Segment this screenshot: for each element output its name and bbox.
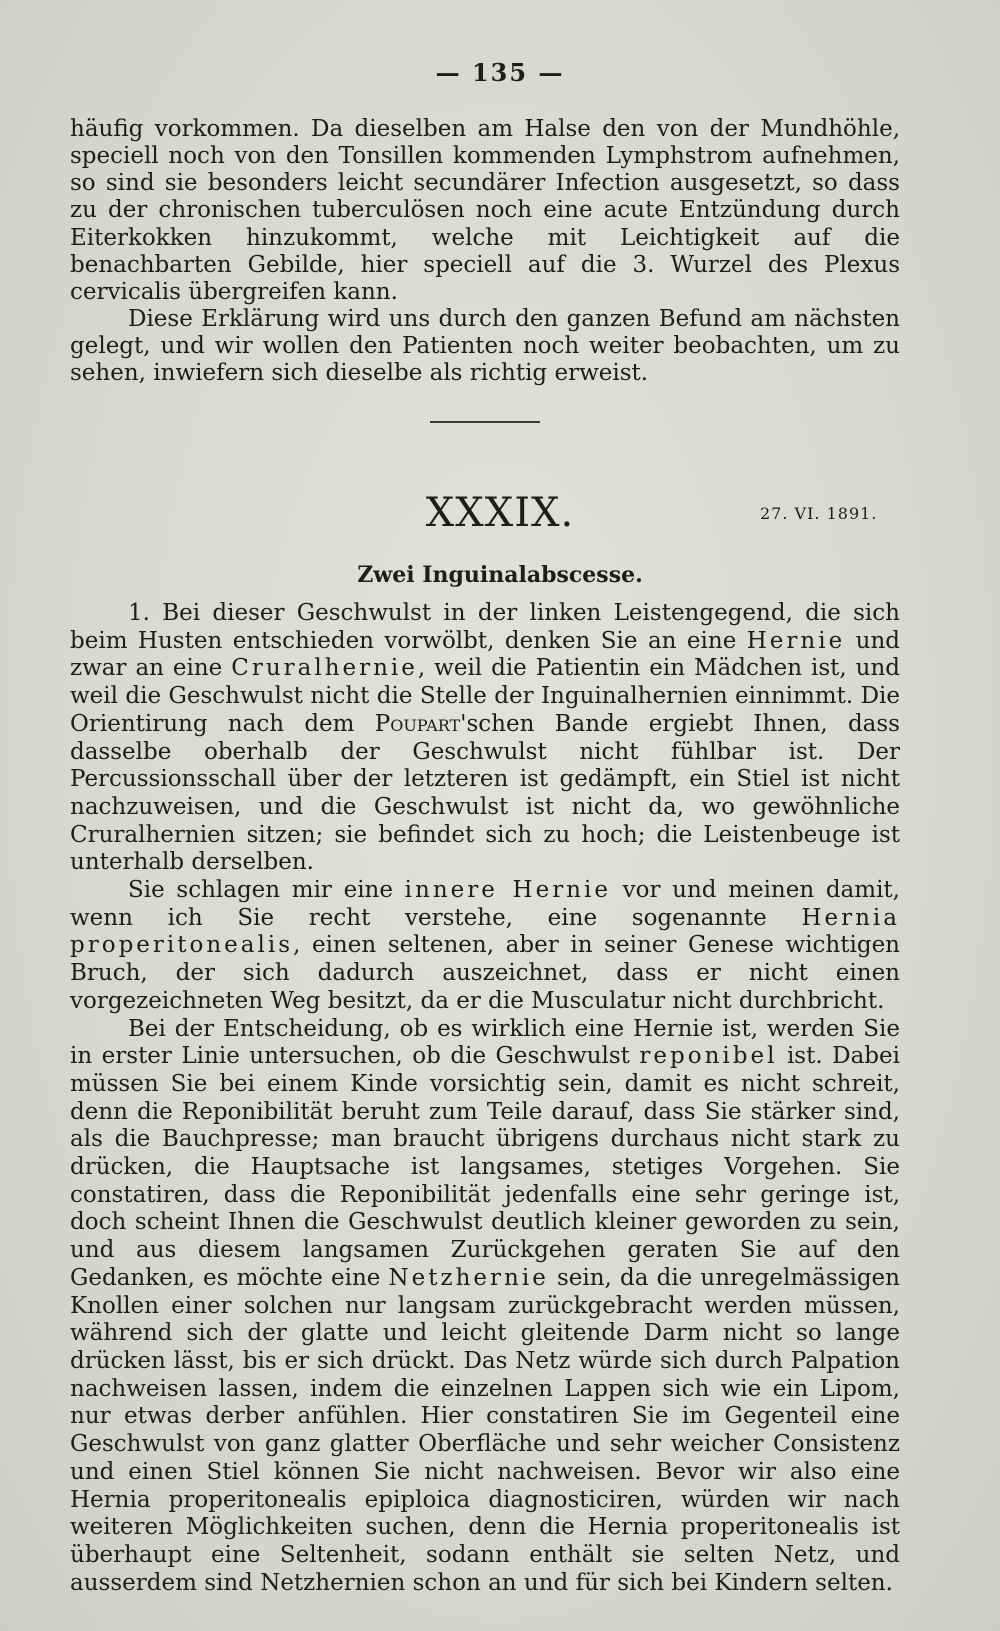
text-run: Sie schlagen mir eine — [128, 877, 405, 904]
continued-text — [70, 116, 900, 387]
author-name: Poupart — [374, 710, 461, 737]
paragraph — [70, 600, 900, 877]
page-number: — 135 — — [435, 58, 565, 87]
emphasized-term: Cruralhernie — [231, 655, 418, 682]
chapter-date: 27. VI. 1891. — [760, 504, 878, 523]
text-run: und zwar an eine — [70, 627, 900, 682]
section-divider — [430, 421, 540, 423]
paragraph: Diese Erklärung wird uns durch den ganzen Befund am nächsten gelegt, und wir wollen den Patienten noch weiter beobachten, um zu sehen, inwiefern sich dieselbe als richtig erweist. — [70, 305, 900, 387]
text-run: sein, da die unregelmässigen Knollen einer solchen nur langsam zurückgebracht werden müssen, während sich der glatte und leicht gleitende Darm nicht so lange drücken lässt, bis er sich drückt. Das Netz würde sich durch Palpation nachweisen lassen, indem die einzelnen Lappen sich wie ein Lipom, nur etwas derber anfühlen. Hier constatiren Sie im Gegenteil eine Geschwulst von ganz glatter Oberfläche und sehr weicher Consistenz und einen Stiel können Sie nicht nachweisen. Bevor wir also eine Hernia properitonealis epiploica diagnosticiren, würden wir nach weiteren Möglichkeiten suchen, denn die Hernia properitonealis ist überhaupt eine Seltenheit, sodann enthält sie selten Netz, und ausserdem sind Netzhernien schon an und für sich bei Kindern selten. — [70, 1264, 900, 1596]
text-run: ist. Dabei müssen Sie bei einem Kinde vorsichtig sein, damit es nicht schreit, denn die Reponibilität beruht zum Teile darauf, dass Sie stärker sind, als die Bauchpresse; man braucht übrigens durchaus nicht stark zu drücken, die Hauptsache ist langsames, stetiges Vorgehen. Sie constatiren, dass die Reponibilität jedenfalls eine sehr geringe ist, doch scheint Ihnen die Geschwulst deutlich kleiner geworden zu sein, und aus diesem langsamen Zurückgehen geraten Sie auf den Gedanken, es möchte eine — [70, 1043, 900, 1291]
emphasized-term: Hernie — [746, 627, 846, 654]
text-run: 'schen Bande ergiebt Ihnen, dass dasselbe oberhalb der Geschwulst nicht fühlbar ist. Der Percussionsschall über der letzteren ist gedämpft, ein Stiel ist nicht nachzuweisen, und die Geschwulst ist nicht da, wo gewöhnliche Cruralhernien sitzen; sie befindet sich zu hoch; die Leistenbeuge ist unterhalb derselben. — [70, 710, 900, 876]
emphasized-term: innere Hernie — [404, 877, 611, 904]
emphasized-term: Hernia properitonealis — [70, 904, 900, 959]
paragraph: häufig vorkommen. Da dieselben am Halse den von der Mundhöhle, speciell noch von den Tonsillen kommenden Lymphstrom aufnehmen, so sind sie besonders leicht secundärer Infection ausgesetzt, so dass zu der chronischen tuberculösen noch eine acute Entzündung durch Eiterkokken hinzukommt, welche mit Leichtigkeit auf die benachbarten Gebilde, hier speciell auf die 3. Wurzel des Plexus cervicalis übergreifen kann. — [70, 116, 900, 305]
emphasized-term: Netzhernie — [388, 1264, 549, 1291]
text-run: Bei der Entscheidung, ob es wirklich eine Hernie ist, werden Sie in erster Linie untersuchen, ob die Geschwulst — [70, 1015, 900, 1070]
text-run: 1. Bei dieser Geschwulst in der linken Leistengegend, die sich beim Husten entschieden vorwölbt, denken Sie an eine — [70, 600, 900, 654]
chapter-title: XXXIX. — [425, 490, 575, 536]
paragraph — [70, 1016, 900, 1598]
chapter-body — [70, 600, 900, 1597]
text-run: , einen seltenen, aber in seiner Genese wichtigen Bruch, der sich dadurch auszeichnet, dass er nicht einen vorgezeichneten Weg besitzt, da er die Musculatur nicht durchbricht. — [70, 932, 900, 1014]
paragraph — [70, 877, 900, 1016]
section-heading: Zwei Inguinalabscesse. — [357, 562, 643, 588]
emphasized-term: reponibel — [639, 1043, 778, 1070]
text-run: , weil die Patientin ein Mädchen ist, und weil die Geschwulst nicht die Stelle der Inguinalhernien einnimmt. Die Orientirung nach dem — [70, 655, 900, 737]
text-run: vor und meinen damit, wenn ich Sie recht verstehe, eine sogenannte — [70, 877, 900, 931]
